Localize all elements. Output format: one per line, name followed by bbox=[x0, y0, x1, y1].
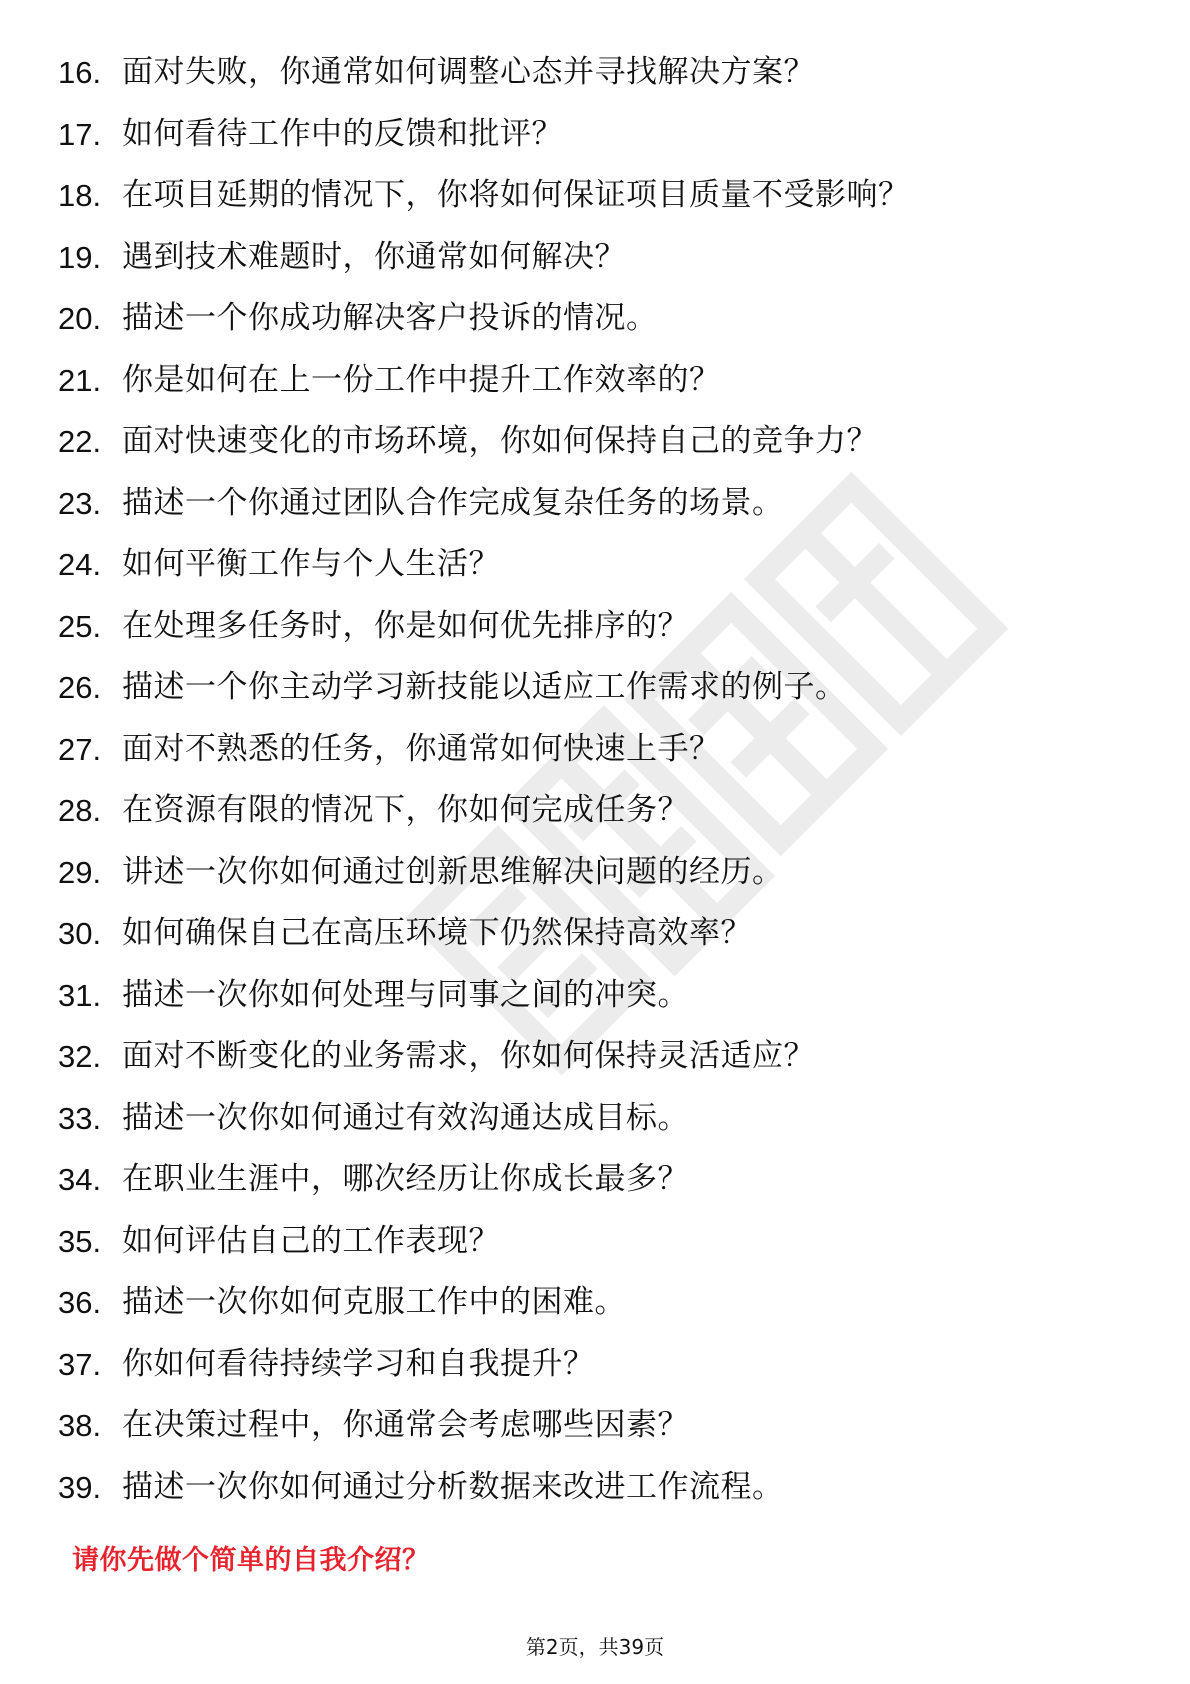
question-item bbox=[58, 288, 910, 350]
question-number: 33. bbox=[58, 1100, 102, 1136]
question-text: 在资源有限的情况下，你如何完成任务？ bbox=[122, 792, 689, 828]
question-text: 遇到技术难题时，你通常如何解决？ bbox=[122, 238, 626, 275]
question-text: 在处理多任务时，你是如何优先排序的？ bbox=[122, 607, 689, 644]
question-number: 21. bbox=[58, 362, 102, 398]
question-number: 31. bbox=[58, 977, 102, 1013]
question-text: 面对不断变化的业务需求，你如何保持灵活适应？ bbox=[122, 1038, 815, 1074]
question-item bbox=[58, 1334, 910, 1396]
question-number: 26. bbox=[58, 670, 102, 705]
question-item bbox=[58, 227, 910, 289]
question-item bbox=[58, 842, 910, 904]
question-text: 面对快速变化的市场环境，你如何保持自己的竞争力？ bbox=[122, 423, 878, 459]
question-number: 36. bbox=[58, 1285, 102, 1320]
question-number: 20. bbox=[58, 301, 102, 336]
question-number: 38. bbox=[58, 1408, 102, 1443]
question-item bbox=[58, 534, 910, 596]
question-number: 22. bbox=[58, 424, 102, 459]
question-number: 39. bbox=[58, 1469, 102, 1505]
question-item bbox=[58, 1272, 910, 1334]
question-item bbox=[58, 411, 910, 473]
question-text: 描述一个你通过团队合作完成复杂任务的场景。 bbox=[122, 484, 784, 521]
question-text: 你是如何在上一份工作中提升工作效率的？ bbox=[122, 361, 721, 398]
question-list bbox=[58, 42, 910, 1518]
question-item bbox=[58, 596, 910, 658]
question-number: 18. bbox=[58, 178, 102, 213]
question-text: 描述一个你成功解决客户投诉的情况。 bbox=[122, 300, 658, 336]
question-number: 19. bbox=[58, 239, 102, 275]
question-text: 在项目延期的情况下，你将如何保证项目质量不受影响？ bbox=[122, 177, 910, 213]
question-item bbox=[58, 350, 910, 412]
question-item bbox=[58, 657, 910, 719]
question-number: 24. bbox=[58, 547, 102, 582]
question-item bbox=[58, 165, 910, 227]
question-text: 在职业生涯中，哪次经历让你成长最多？ bbox=[122, 1161, 689, 1197]
question-item bbox=[58, 903, 910, 965]
question-item bbox=[58, 719, 910, 781]
question-number: 17. bbox=[58, 116, 102, 152]
question-number: 29. bbox=[58, 854, 102, 890]
question-item bbox=[58, 1457, 910, 1519]
question-item bbox=[58, 1211, 910, 1273]
question-number: 23. bbox=[58, 485, 102, 521]
question-number: 34. bbox=[58, 1162, 102, 1197]
question-number: 30. bbox=[58, 916, 102, 951]
question-item bbox=[58, 104, 910, 166]
question-text: 你如何看待持续学习和自我提升？ bbox=[122, 1345, 595, 1382]
question-text: 如何平衡工作与个人生活？ bbox=[122, 546, 500, 582]
question-number: 16. bbox=[58, 55, 102, 90]
question-text: 描述一个你主动学习新技能以适应工作需求的例子。 bbox=[122, 669, 847, 705]
question-item bbox=[58, 965, 910, 1027]
question-text: 面对失败，你通常如何调整心态并寻找解决方案？ bbox=[122, 54, 815, 90]
question-number: 25. bbox=[58, 608, 102, 644]
question-text: 描述一次你如何通过分析数据来改进工作流程。 bbox=[122, 1468, 784, 1505]
section-heading: 请你先做个简单的自我介绍？ bbox=[72, 1545, 430, 1576]
question-text: 描述一次你如何通过有效沟通达成目标。 bbox=[122, 1099, 689, 1136]
question-item bbox=[58, 42, 910, 104]
question-text: 讲述一次你如何通过创新思维解决问题的经历。 bbox=[122, 853, 784, 890]
question-item bbox=[58, 1088, 910, 1150]
page-number-footer: 第2页，共39页 bbox=[525, 1635, 665, 1659]
question-item bbox=[58, 1395, 910, 1457]
question-number: 28. bbox=[58, 793, 102, 828]
question-text: 在决策过程中，你通常会考虑哪些因素？ bbox=[122, 1407, 689, 1443]
question-number: 35. bbox=[58, 1223, 102, 1259]
question-text: 描述一次你如何克服工作中的困难。 bbox=[122, 1284, 626, 1320]
question-text: 面对不熟悉的任务，你通常如何快速上手？ bbox=[122, 730, 721, 767]
question-text: 如何评估自己的工作表现？ bbox=[122, 1222, 500, 1259]
question-item bbox=[58, 473, 910, 535]
question-text: 描述一次你如何处理与同事之间的冲突。 bbox=[122, 976, 689, 1013]
question-item bbox=[58, 780, 910, 842]
question-text: 如何看待工作中的反馈和批评？ bbox=[122, 115, 563, 152]
question-number: 32. bbox=[58, 1039, 102, 1074]
question-item bbox=[58, 1026, 910, 1088]
question-item bbox=[58, 1149, 910, 1211]
question-number: 27. bbox=[58, 731, 102, 767]
question-number: 37. bbox=[58, 1346, 102, 1382]
question-text: 如何确保自己在高压环境下仍然保持高效率？ bbox=[122, 915, 752, 951]
